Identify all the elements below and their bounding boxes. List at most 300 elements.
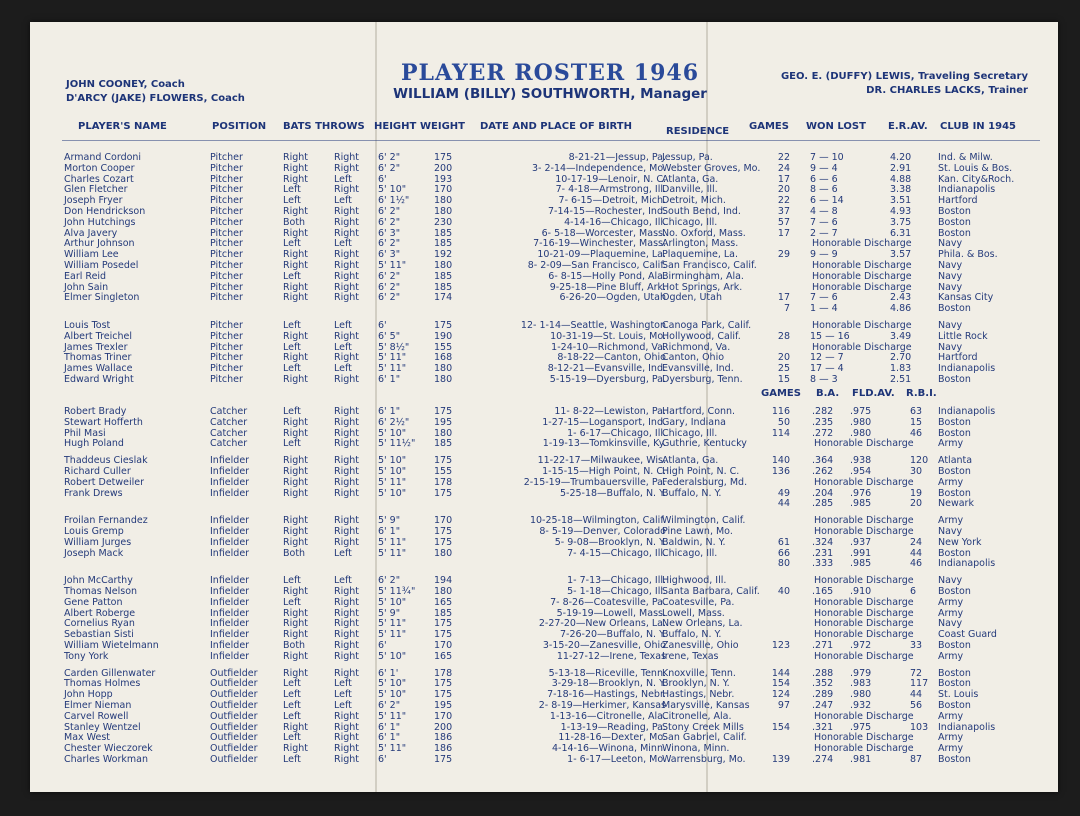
player-row — [30, 417, 1058, 428]
cell-name: Alva Javery — [64, 227, 118, 239]
cell-dob: 1-24-10—Richmond, Va. — [551, 341, 666, 353]
cell-rbi: 30 — [910, 466, 923, 477]
cell-ba: Honorable Discharge — [814, 650, 914, 662]
cell-wt: 180 — [434, 363, 453, 375]
cell-club: Navy — [938, 260, 963, 271]
cell-name: Morton Cooper — [64, 162, 135, 174]
pitcher-row — [30, 184, 1058, 195]
player-row — [30, 466, 1058, 477]
cell-fld: .938 — [850, 455, 872, 467]
cell-wt: 180 — [434, 195, 453, 207]
pitcher-row — [30, 228, 1058, 239]
cell-pos: Pitcher — [210, 363, 243, 375]
cell-thr: Left — [334, 678, 352, 690]
pitcher-row — [30, 195, 1058, 206]
cell-wt: 175 — [434, 689, 453, 701]
cell-name: Thaddeus Cieslak — [64, 455, 148, 467]
cell-dob: 4-14-16—Winona, Minn. — [551, 743, 666, 755]
cell-dob: 5-19-19—Lowell, Mass. — [556, 607, 666, 619]
cell-ba: .274 — [812, 754, 834, 765]
player-row — [30, 651, 1058, 662]
player-row — [30, 558, 1058, 569]
cell-club: Navy — [938, 270, 963, 282]
cell-wt: 175 — [434, 487, 453, 499]
cell-ht: 5' 11" — [378, 743, 407, 755]
cell-res: Richmond, Va. — [662, 341, 731, 353]
cell-bats: Right — [283, 487, 309, 499]
cell-dob: 3- 2-14—Independence, Mo. — [531, 162, 666, 174]
cell-pos: Catcher — [210, 438, 248, 450]
cell-name: John Sain — [64, 281, 109, 293]
col-header-height: HEIGHT — [374, 121, 417, 132]
cell-res: Dyersburg, Tenn. — [662, 374, 743, 385]
cell-name: Cornelius Ryan — [64, 618, 135, 630]
cell-wt: 192 — [434, 249, 453, 261]
cell-pos: Infielder — [210, 487, 250, 499]
cell-rbi: 63 — [910, 406, 923, 417]
cell-ht: 6' 1" — [378, 732, 401, 744]
cell-wt: 175 — [434, 406, 453, 417]
cell-thr: Left — [334, 700, 352, 711]
cell-name: Tony York — [64, 650, 109, 662]
cell-dob: 7-18-16—Hastings, Nebr. — [547, 689, 666, 701]
cell-bats: Right — [283, 227, 309, 239]
cell-bats: Left — [283, 363, 301, 375]
cell-ht: 5' 9" — [378, 607, 401, 619]
cell-res: New Orleans, La. — [662, 618, 743, 630]
cell-dob: 6- 5-18—Worcester, Mass. — [541, 227, 666, 239]
player-row — [30, 608, 1058, 619]
player-row — [30, 537, 1058, 548]
cell-bats: Right — [283, 416, 309, 428]
cell-bats: Right — [283, 206, 309, 217]
cell-dob: 10-25-18—Wilmington, Calif. — [529, 515, 666, 527]
player-row — [30, 700, 1058, 711]
cell-res: Irene, Texas — [662, 650, 719, 662]
pitcher-row — [30, 249, 1058, 260]
cell-res: Chicago, Ill. — [662, 547, 718, 559]
cell-pos: Outfielder — [210, 743, 258, 755]
cell-wt: 174 — [434, 292, 453, 304]
player-row — [30, 575, 1058, 586]
cell-club: Boston — [938, 678, 971, 690]
player-row — [30, 515, 1058, 526]
pitcher-row — [30, 163, 1058, 174]
cell-pos: Outfielder — [210, 667, 258, 679]
cell-g: 123 — [771, 640, 790, 651]
cell-g: 154 — [771, 678, 790, 690]
cell-fld: .991 — [850, 547, 872, 559]
cell-ba: .285 — [812, 498, 834, 510]
cell-pos: Outfielder — [210, 754, 258, 765]
cell-fld: .983 — [850, 678, 872, 690]
cell-g: 124 — [771, 689, 790, 701]
cell-bats: Right — [283, 173, 309, 185]
cell-res: Knoxville, Tenn. — [662, 667, 736, 679]
cell-wt: 168 — [434, 352, 453, 364]
pitcher-row — [30, 303, 1058, 314]
cell-bats: Left — [283, 689, 301, 701]
cell-thr: Left — [334, 238, 352, 250]
cell-era: 4.93 — [890, 206, 912, 217]
cell-fld: .980 — [850, 416, 872, 428]
cell-pos: Pitcher — [210, 162, 243, 174]
cell-res: Jessup, Pa. — [662, 152, 713, 163]
cell-club: Boston — [938, 374, 971, 385]
roster-title: PLAYER ROSTER 1946 — [400, 60, 700, 86]
cell-res: Winona, Minn. — [662, 743, 730, 755]
cell-dob: 1- 6-17—Leeton, Mo. — [567, 754, 666, 765]
player-row — [30, 438, 1058, 449]
cell-club: Ind. & Milw. — [938, 152, 993, 163]
cell-res: Zanesville, Ohio — [662, 640, 739, 651]
cell-dob: 7- 6-15—Detroit, Mich. — [558, 195, 666, 207]
cell-club: St. Louis — [938, 689, 979, 701]
cell-g: 15 — [777, 374, 790, 385]
cell-g: 50 — [777, 416, 790, 428]
cell-thr: Left — [334, 547, 352, 559]
player-row — [30, 732, 1058, 743]
cell-club: Navy — [938, 320, 963, 331]
cell-pos: Catcher — [210, 427, 248, 439]
cell-g: 44 — [777, 498, 790, 510]
bat-header-games: GAMES — [761, 388, 801, 399]
cell-res: San Francisco, Calif. — [662, 260, 757, 271]
cell-rbi: 44 — [910, 689, 923, 701]
cell-res: Warrensburg, Mo. — [662, 754, 746, 765]
cell-res: Hartford, Conn. — [662, 406, 736, 417]
cell-bats: Left — [283, 341, 301, 353]
cell-club: Kan. City&Roch. — [938, 173, 1015, 185]
cell-wl: Honorable Discharge — [812, 281, 912, 293]
cell-thr: Right — [334, 249, 360, 261]
cell-bats: Right — [283, 476, 309, 488]
cell-wt: 170 — [434, 710, 453, 722]
cell-wt: 175 — [434, 618, 453, 630]
cell-wt: 200 — [434, 162, 453, 174]
cell-pos: Catcher — [210, 416, 248, 428]
cell-ht: 5' 11" — [378, 629, 407, 641]
cell-ht: 5' 11" — [378, 363, 407, 375]
cell-pos: Pitcher — [210, 206, 243, 217]
cell-wl: 4 — 8 — [810, 206, 838, 217]
cell-dob: 5- 9-08—Brooklyn, N. Y. — [554, 536, 666, 548]
cell-wl: 7 — 6 — [810, 216, 838, 228]
cell-wl: 6 — 6 — [810, 173, 838, 185]
cell-thr: Right — [334, 596, 360, 608]
cell-name: Louis Gremp — [64, 526, 124, 537]
cell-rbi: 6 — [910, 586, 917, 597]
cell-name: James Wallace — [64, 363, 133, 375]
cell-res: Pine Lawn, Mo. — [662, 526, 733, 537]
cell-wt: 175 — [434, 754, 453, 765]
cell-wt: 155 — [434, 466, 453, 477]
cell-club: Navy — [938, 526, 963, 537]
cell-dob: 2- 8-19—Herkimer, Kansas — [538, 700, 666, 711]
cell-dob: 4-14-16—Chicago, Ill. — [564, 216, 666, 228]
pitcher-row — [30, 174, 1058, 185]
cell-pos: Pitcher — [210, 270, 243, 282]
cell-wt: 193 — [434, 173, 453, 185]
cell-thr: Left — [334, 363, 352, 375]
cell-wt: 180 — [434, 427, 453, 439]
cell-dob: 6- 8-15—Holly Pond, Ala. — [548, 270, 666, 282]
player-row — [30, 428, 1058, 439]
cell-wt: 185 — [434, 227, 453, 239]
coaches-block — [66, 78, 245, 106]
cell-g: 40 — [777, 586, 790, 597]
cell-dob: 11-27-12—Irene, Texas — [556, 650, 666, 662]
cell-bats: Right — [283, 292, 309, 304]
pitcher-row — [30, 352, 1058, 363]
cell-name: Albert Treichel — [64, 330, 132, 342]
cell-pos: Infielder — [210, 650, 250, 662]
cell-wt: 185 — [434, 281, 453, 293]
cell-res: Coatesville, Pa. — [662, 596, 735, 608]
cell-ht: 6' 2" — [378, 206, 401, 217]
cell-bats: Left — [283, 710, 301, 722]
cell-dob: 7- 4-15—Chicago, Ill. — [567, 547, 666, 559]
cell-name: Louis Tost — [64, 320, 111, 331]
cell-club: Boston — [938, 416, 971, 428]
cell-dob: 5- 1-18—Chicago, Ill. — [567, 586, 666, 597]
cell-wl: Honorable Discharge — [812, 320, 912, 331]
cell-ht: 6' 1½" — [378, 195, 410, 207]
cell-ht: 6' — [378, 173, 387, 185]
cell-pos: Infielder — [210, 455, 250, 467]
cell-g: 80 — [777, 558, 790, 570]
player-row — [30, 406, 1058, 417]
col-header-birth: DATE AND PLACE OF BIRTH — [480, 121, 632, 132]
cell-bats: Right — [283, 162, 309, 174]
cell-g: 140 — [771, 455, 790, 467]
cell-wl: 15 — 16 — [810, 330, 850, 342]
cell-pos: Pitcher — [210, 352, 243, 364]
cell-name: Joseph Mack — [64, 547, 124, 559]
cell-wt: 180 — [434, 206, 453, 217]
cell-thr: Right — [334, 270, 360, 282]
cell-thr: Left — [334, 173, 352, 185]
cell-ba: Honorable Discharge — [814, 732, 914, 744]
pitcher-row — [30, 217, 1058, 228]
cell-res: Wilmington, Calif. — [662, 515, 746, 527]
cell-rbi: 24 — [910, 536, 923, 548]
cell-thr: Right — [334, 374, 360, 385]
cell-name: Armand Cordoni — [64, 152, 142, 163]
cell-name: Hugh Poland — [64, 438, 124, 450]
cell-name: Arthur Johnson — [64, 238, 135, 250]
cell-bats: Right — [283, 607, 309, 619]
roster-card — [30, 22, 1058, 792]
cell-club: Army — [938, 650, 964, 662]
cell-club: Army — [938, 710, 964, 722]
cell-pos: Pitcher — [210, 341, 243, 353]
cell-pos: Catcher — [210, 406, 248, 417]
cell-dob: 10-17-19—Lenoir, N. C. — [555, 173, 666, 185]
cell-dob: 11-22-17—Milwaukee, Wis. — [537, 455, 666, 467]
cell-rbi: 20 — [910, 498, 923, 510]
cell-rbi: 120 — [910, 455, 929, 467]
cell-wt: 175 — [434, 629, 453, 641]
cell-bats: Right — [283, 466, 309, 477]
cell-pos: Pitcher — [210, 184, 243, 196]
cell-ba: .247 — [812, 700, 834, 711]
cell-thr: Right — [334, 618, 360, 630]
cell-ht: 6' — [378, 754, 387, 765]
cell-bats: Right — [283, 586, 309, 597]
cell-pos: Outfielder — [210, 678, 258, 690]
cell-res: Brooklyn, N. Y. — [662, 678, 730, 690]
cell-ba: .204 — [812, 487, 834, 499]
cell-wl: 2 — 7 — [810, 227, 838, 239]
cell-ht: 5' 8½" — [378, 341, 410, 353]
cell-wt: 180 — [434, 586, 453, 597]
cell-ba: .262 — [812, 466, 834, 477]
cell-res: No. Oxford, Mass. — [662, 227, 746, 239]
cell-club: Navy — [938, 238, 963, 250]
cell-ba: .364 — [812, 455, 834, 467]
cell-res: Citronelle, Ala. — [662, 710, 732, 722]
cell-ht: 5' 9" — [378, 515, 401, 527]
cell-thr: Right — [334, 427, 360, 439]
trainer: DR. CHARLES LACKS, Trainer — [866, 85, 1028, 96]
cell-name: James Trexler — [64, 341, 128, 353]
cell-g: 7 — [783, 303, 790, 315]
cell-name: Froilan Fernandez — [64, 515, 148, 527]
cell-bats: Right — [283, 374, 309, 385]
cell-wl: 6 — 14 — [810, 195, 844, 207]
cell-ba: Honorable Discharge — [814, 618, 914, 630]
bat-header-ba: B.A. — [816, 388, 840, 399]
cell-rbi: 15 — [910, 416, 923, 428]
cell-pos: Infielder — [210, 536, 250, 548]
cell-thr: Right — [334, 406, 360, 417]
cell-pos: Outfielder — [210, 689, 258, 701]
cell-thr: Left — [334, 195, 352, 207]
cell-ht: 6' — [378, 640, 387, 651]
cell-ht: 5' 11" — [378, 260, 407, 271]
cell-name: Thomas Triner — [64, 352, 132, 364]
cell-rbi: 72 — [910, 667, 923, 679]
cell-wt: 175 — [434, 152, 453, 163]
cell-bats: Left — [283, 184, 301, 196]
cell-wt: 200 — [434, 721, 453, 733]
cell-bats: Right — [283, 515, 309, 527]
cell-name: Glen Fletcher — [64, 184, 128, 196]
cell-dob: 10-31-19—St. Louis, Mo. — [550, 330, 666, 342]
cell-club: Coast Guard — [938, 629, 997, 641]
staff-block — [781, 70, 1028, 98]
cell-wt: 178 — [434, 476, 453, 488]
cell-ht: 6' 2" — [378, 575, 401, 587]
cell-g: 17 — [777, 173, 790, 185]
cell-ht: 5' 10" — [378, 427, 407, 439]
cell-name: William Lee — [64, 249, 119, 261]
cell-bats: Right — [283, 455, 309, 467]
cell-pos: Infielder — [210, 547, 250, 559]
cell-club: Hartford — [938, 195, 978, 207]
cell-thr: Right — [334, 629, 360, 641]
cell-ht: 6' 1" — [378, 526, 401, 537]
cell-name: Carden Gillenwater — [64, 667, 156, 679]
cell-thr: Right — [334, 754, 360, 765]
cell-pos: Outfielder — [210, 732, 258, 744]
cell-dob: 8-21-21—Jessup, Pa. — [568, 152, 666, 163]
cell-g: 20 — [777, 184, 790, 196]
cell-bats: Right — [283, 427, 309, 439]
cell-g: 20 — [777, 352, 790, 364]
cell-ba: .165 — [812, 586, 834, 597]
cell-pos: Infielder — [210, 629, 250, 641]
cell-ht: 6' 2" — [378, 700, 401, 711]
cell-wt: 175 — [434, 526, 453, 537]
cell-club: Navy — [938, 575, 963, 587]
cell-rbi: 103 — [910, 721, 929, 733]
cell-fld: .932 — [850, 700, 872, 711]
cell-fld: .937 — [850, 536, 872, 548]
cell-era: 6.31 — [890, 227, 912, 239]
cell-bats: Right — [283, 152, 309, 163]
cell-club: Boston — [938, 586, 971, 597]
cell-ht: 5' 10" — [378, 455, 407, 467]
cell-res: Marysville, Kansas — [662, 700, 750, 711]
cell-dob: 3-15-20—Zanesville, Ohio — [542, 640, 666, 651]
cell-pos: Infielder — [210, 586, 250, 597]
cell-g: 144 — [771, 667, 790, 679]
col-header-won-lost: WON LOST — [806, 121, 866, 132]
cell-era: 2.91 — [890, 162, 912, 174]
player-row — [30, 754, 1058, 765]
cell-era: 3.38 — [890, 184, 912, 196]
cell-dob: 1- 6-17—Chicago, Ill. — [567, 427, 666, 439]
cell-pos: Pitcher — [210, 238, 243, 250]
cell-bats: Left — [283, 270, 301, 282]
cell-ht: 5' 10" — [378, 487, 407, 499]
cell-ht: 6' 3" — [378, 227, 401, 239]
cell-thr: Right — [334, 455, 360, 467]
cell-ba: Honorable Discharge — [814, 607, 914, 619]
cell-name: John McCarthy — [64, 575, 133, 587]
cell-dob: 8-18-22—Canton, Ohio — [557, 352, 666, 364]
cell-fld: .910 — [850, 586, 872, 597]
cell-g: 61 — [777, 536, 790, 548]
cell-res: Chicago, Ill. — [662, 427, 718, 439]
cell-res: San Gabriel, Calif. — [662, 732, 747, 744]
cell-res: Webster Groves, Mo. — [662, 162, 761, 174]
cell-ba: Honorable Discharge — [814, 743, 914, 755]
cell-wt: 180 — [434, 547, 453, 559]
cell-dob: 1-27-15—Logansport, Ind. — [542, 416, 666, 428]
cell-fld: .981 — [850, 754, 872, 765]
cell-g: 25 — [777, 363, 790, 375]
cell-wl: 7 — 6 — [810, 292, 838, 304]
pitcher-row — [30, 282, 1058, 293]
pitcher-row — [30, 238, 1058, 249]
cell-pos: Infielder — [210, 607, 250, 619]
cell-rbi: 46 — [910, 427, 923, 439]
cell-ht: 5' 10" — [378, 184, 407, 196]
cell-bats: Right — [283, 629, 309, 641]
cell-club: Boston — [938, 206, 971, 217]
cell-pos: Pitcher — [210, 195, 243, 207]
cell-club: Indianapolis — [938, 406, 996, 417]
cell-club: St. Louis & Bos. — [938, 162, 1013, 174]
header-rule — [62, 140, 1040, 141]
cell-ba: Honorable Discharge — [814, 596, 914, 608]
cell-name: Charles Workman — [64, 754, 148, 765]
cell-res: Hollywood, Calif. — [662, 330, 741, 342]
cell-bats: Both — [283, 216, 306, 228]
